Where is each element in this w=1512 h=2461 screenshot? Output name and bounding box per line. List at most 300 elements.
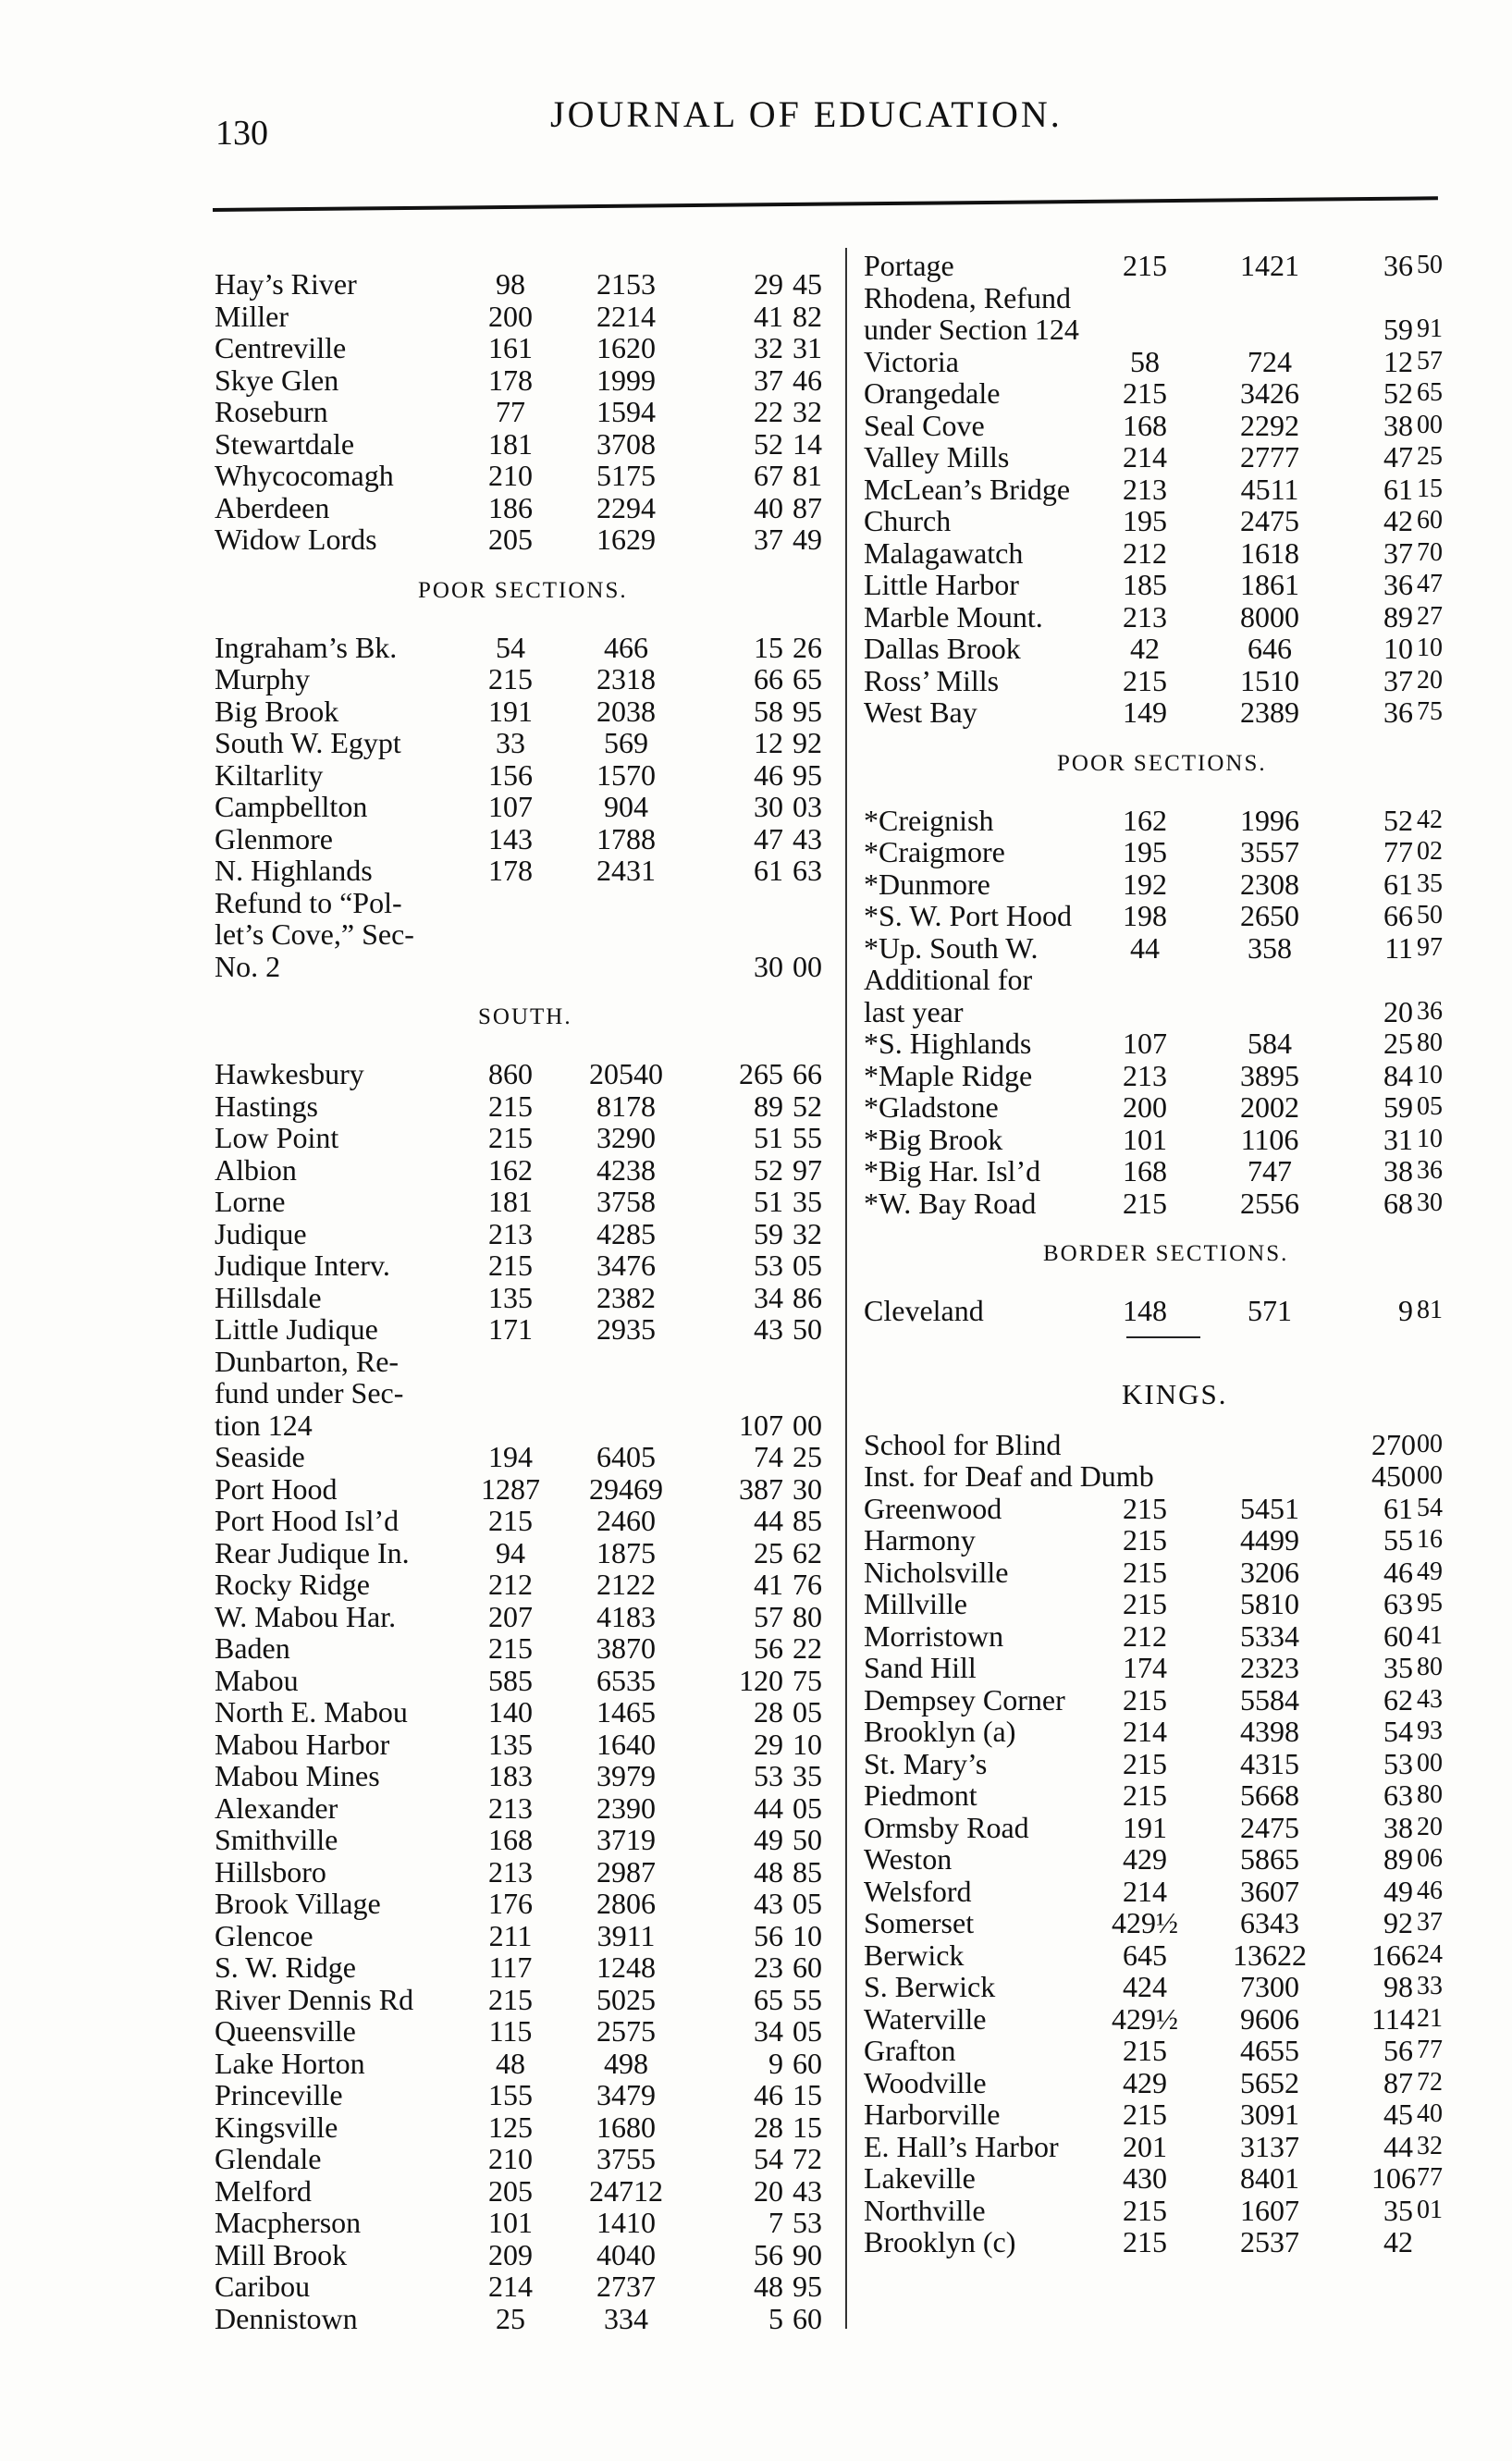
table-row (215, 1282, 843, 1314)
grant-dollars: 49 (754, 1823, 783, 1856)
attendance: 1465 (596, 1695, 656, 1729)
table-row (858, 2067, 1459, 2099)
attendance: 1788 (596, 821, 656, 855)
days-taught: 213 (1123, 599, 1167, 634)
grant-dollars: 36 (1383, 249, 1413, 282)
attendance: 1999 (596, 363, 656, 397)
attendance: 1629 (596, 523, 656, 556)
grant-cents: 05 (793, 2014, 822, 2048)
grant-dollars: 89 (754, 1089, 783, 1123)
grant-dollars: 107 (739, 1408, 783, 1442)
days-taught: 215 (488, 1089, 533, 1123)
days-taught: 149 (1123, 695, 1167, 729)
days-taught: 117 (488, 1950, 533, 1984)
grant-cents: 72 (793, 2142, 822, 2175)
school-name: McLean’s Bridge (864, 472, 1071, 506)
days-taught: 215 (1123, 1587, 1167, 1620)
days-taught: 200 (488, 299, 533, 333)
table-row (215, 1696, 843, 1729)
attendance: 2737 (596, 2270, 656, 2303)
grant-cents: 91 (1417, 314, 1443, 343)
grant-cents: 60 (793, 1950, 822, 1984)
grant-dollars: 61 (754, 854, 783, 887)
table-row (215, 396, 843, 428)
attendance: 3719 (596, 1823, 656, 1856)
grant-cents: 21 (1417, 2003, 1443, 2033)
attendance: 498 (604, 2046, 648, 2080)
days-taught: 143 (488, 821, 533, 855)
school-name: Aberdeen (215, 490, 330, 524)
attendance: 466 (604, 630, 648, 664)
grant-dollars: 106 (1371, 2161, 1416, 2195)
table-row (215, 268, 843, 301)
days-taught: 174 (1123, 1651, 1167, 1684)
days-taught: 195 (1123, 504, 1167, 537)
grant-cents: 43 (1417, 1684, 1443, 1714)
grant-dollars: 61 (1383, 472, 1413, 506)
attendance: 646 (1248, 632, 1292, 665)
days-taught: 215 (1123, 1523, 1167, 1557)
grant-dollars: 42 (1383, 2225, 1413, 2258)
grant-cents: 81 (793, 459, 822, 492)
school-name: Baden (215, 1631, 290, 1665)
attendance: 8000 (1240, 599, 1299, 634)
table-row (858, 569, 1459, 601)
days-taught: 176 (488, 1887, 533, 1920)
days-taught: 215 (1123, 1491, 1167, 1525)
school-name: tion 124 (215, 1408, 313, 1442)
grant-dollars: 15 (754, 630, 783, 664)
days-taught: 209 (488, 2237, 533, 2271)
days-taught: 424 (1123, 1970, 1167, 2003)
school-name: Additional for (864, 963, 1033, 996)
school-name: *Gladstone (864, 1090, 999, 1124)
table-row (858, 1684, 1459, 1717)
attendance: 1510 (1240, 663, 1299, 697)
school-name: Mabou Mines (215, 1759, 380, 1792)
grant-cents: 02 (1417, 837, 1443, 866)
school-name: Port Hood Isl’d (215, 1504, 400, 1537)
grant-cents: 90 (793, 2237, 822, 2271)
table-row (858, 377, 1459, 410)
grant-dollars: 67 (754, 459, 783, 492)
grant-cents: 77 (1417, 2036, 1443, 2064)
attendance: 2431 (596, 854, 656, 887)
attendance: 1607 (1240, 2193, 1299, 2227)
section-heading: POOR SECTIONS. (1057, 750, 1267, 776)
table-row (215, 1888, 843, 1920)
grant-cents: 35 (793, 1185, 822, 1218)
days-taught: 181 (488, 426, 533, 461)
school-name: Glenmore (215, 821, 333, 855)
table-row (215, 1920, 843, 1952)
grant-dollars: 22 (754, 395, 783, 428)
school-name: Judique Interv. (215, 1249, 390, 1282)
school-name: Woodville (864, 2065, 987, 2099)
attendance: 4655 (1240, 2034, 1299, 2067)
table-row (858, 1907, 1459, 1939)
table-row (858, 1187, 1459, 1220)
attendance: 3476 (596, 1249, 656, 1282)
table-row (215, 2175, 843, 2208)
table-row (858, 505, 1459, 537)
days-taught: 107 (488, 790, 533, 823)
school-name: Millville (864, 1587, 967, 1620)
attendance: 6535 (596, 1663, 656, 1697)
table-row (215, 2111, 843, 2144)
school-name: fund under Sec- (215, 1376, 404, 1409)
school-name: Lakeville (864, 2161, 976, 2195)
days-taught: 215 (1123, 2193, 1167, 2227)
days-taught: 135 (488, 1727, 533, 1761)
grant-cents: 05 (793, 1249, 822, 1282)
school-name: Dallas Brook (864, 632, 1021, 665)
table-row (858, 474, 1459, 506)
days-taught: 212 (488, 1568, 533, 1601)
school-name: Rocky Ridge (215, 1568, 370, 1601)
school-name: Church (864, 504, 952, 537)
table-row (858, 1779, 1459, 1812)
grant-dollars: 32 (754, 331, 783, 364)
grant-cents: 27 (1417, 601, 1443, 631)
table-row (215, 2048, 843, 2080)
attendance: 6405 (596, 1440, 656, 1473)
school-name: Hastings (215, 1089, 318, 1123)
grant-cents: 03 (793, 790, 822, 823)
attendance: 8401 (1240, 2161, 1299, 2195)
grant-cents: 76 (793, 1568, 822, 1601)
school-name: River Dennis Rd (215, 1982, 414, 2016)
table-row (858, 250, 1459, 282)
attendance: 1594 (596, 395, 656, 428)
table-row (215, 1984, 843, 2016)
days-taught: 205 (488, 523, 533, 556)
attendance: 3979 (596, 1759, 656, 1792)
poor-sections-heading (858, 729, 1459, 805)
days-taught: 101 (1123, 1122, 1167, 1156)
days-taught: 215 (1123, 2034, 1167, 2067)
grant-cents: 01 (1417, 2195, 1443, 2224)
table-row (858, 964, 1459, 996)
grant-dollars: 5 (768, 2301, 783, 2335)
grant-cents: 20 (1417, 1812, 1443, 1841)
days-taught: 42 (1130, 632, 1160, 665)
grant-dollars: 52 (754, 426, 783, 461)
grant-cents: 05 (793, 1887, 822, 1920)
attendance: 2987 (596, 1854, 656, 1889)
table-row (215, 2270, 843, 2303)
days-taught: 77 (496, 395, 525, 428)
grant-cents: 05 (793, 1695, 822, 1729)
school-name: Portage (864, 249, 954, 282)
table-row (858, 1652, 1459, 1684)
grant-cents: 46 (793, 363, 822, 397)
grant-cents: 87 (793, 490, 822, 524)
grant-dollars: 10 (1383, 632, 1413, 665)
table-row (858, 836, 1459, 868)
grant-dollars: 30 (754, 790, 783, 823)
grant-cents: 41 (1417, 1620, 1443, 1650)
table-row (858, 1557, 1459, 1589)
attendance: 2323 (1240, 1651, 1299, 1684)
attendance: 2935 (596, 1312, 656, 1346)
table-row (215, 1473, 843, 1506)
school-name: South W. Egypt (215, 726, 401, 759)
grant-dollars: 41 (754, 1568, 783, 1601)
school-name: Dennistown (215, 2301, 358, 2335)
table-row (858, 1971, 1459, 2003)
grant-dollars: 77 (1383, 835, 1413, 868)
table-row (215, 1441, 843, 1473)
grant-dollars: 387 (739, 1471, 783, 1506)
table-row (215, 301, 843, 333)
grant-cents: 53 (793, 2206, 822, 2239)
days-taught: 215 (1123, 663, 1167, 697)
table-row (858, 1155, 1459, 1187)
grant-dollars: 59 (1383, 313, 1413, 346)
table-row (215, 2303, 843, 2335)
page-number: 130 (215, 114, 268, 153)
grant-dollars: 46 (754, 2078, 783, 2111)
grant-cents: 10 (1417, 634, 1443, 662)
grant-cents: 95 (793, 694, 822, 728)
days-taught: 191 (1123, 1810, 1167, 1844)
attendance: 4315 (1240, 1746, 1299, 1780)
school-name: Brooklyn (a) (864, 1715, 1016, 1748)
attendance: 1570 (596, 757, 656, 792)
school-name: St. Mary’s (864, 1746, 988, 1780)
poor-sections-heading (215, 556, 843, 632)
table-row (215, 1601, 843, 1633)
days-taught: 58 (1130, 344, 1160, 378)
table-row (215, 1792, 843, 1825)
grant-cents: 92 (793, 726, 822, 759)
table-row (215, 632, 843, 664)
grant-dollars: 59 (754, 1216, 783, 1250)
attendance: 2214 (596, 299, 656, 333)
days-taught: 198 (1123, 899, 1167, 932)
grant-cents: 95 (1417, 1589, 1443, 1618)
left-column (215, 268, 843, 2334)
table-row (215, 1665, 843, 1697)
table-row (858, 2226, 1459, 2258)
attendance: 2806 (596, 1887, 656, 1920)
grant-dollars: 49 (1383, 1874, 1413, 1908)
table-row (215, 1760, 843, 1792)
school-name: *Dunmore (864, 867, 990, 901)
days-taught: 430 (1123, 2161, 1167, 2195)
grant-cents: 63 (793, 854, 822, 887)
table-row (858, 1812, 1459, 1844)
grant-cents: 80 (793, 1599, 822, 1633)
table-row (858, 346, 1459, 378)
table-row (858, 2098, 1459, 2131)
grant-dollars: 66 (1383, 899, 1413, 932)
grant-cents: 95 (793, 2270, 822, 2303)
table-row (858, 1091, 1459, 1124)
days-taught: 215 (488, 1121, 533, 1154)
grant-cents: 06 (1417, 1844, 1443, 1873)
table-row (215, 364, 843, 397)
days-taught: 168 (1123, 1154, 1167, 1187)
grant-dollars: 61 (1383, 1491, 1413, 1525)
table-row (215, 428, 843, 461)
table-row (858, 1027, 1459, 1060)
table-row (858, 1124, 1459, 1156)
grant-dollars: 40 (754, 490, 783, 524)
attendance: 29469 (589, 1471, 663, 1506)
section-heading: SOUTH. (478, 1004, 572, 1029)
table-row (215, 1090, 843, 1123)
days-taught: 214 (1123, 1715, 1167, 1748)
days-taught: 44 (1130, 930, 1160, 965)
attendance: 24712 (589, 2173, 663, 2208)
attendance: 2002 (1240, 1090, 1299, 1124)
grant-dollars: 23 (754, 1950, 783, 1984)
grant-dollars: 30 (754, 949, 783, 983)
days-taught: 185 (1123, 568, 1167, 601)
attendance: 2153 (596, 267, 656, 301)
journal-title: JOURNAL OF EDUCATION. (550, 93, 1063, 135)
attendance: 904 (604, 790, 648, 823)
table-row (858, 314, 1459, 346)
attendance: 4499 (1240, 1523, 1299, 1557)
grant-cents: 00 (1417, 410, 1443, 439)
attendance: 1618 (1240, 535, 1299, 570)
table-row (858, 805, 1459, 837)
days-taught: 115 (488, 2014, 533, 2048)
days-taught: 207 (488, 1599, 533, 1633)
days-taught: 214 (1123, 440, 1167, 474)
school-name: let’s Cove,” Sec- (215, 917, 414, 951)
grant-dollars: 29 (754, 1727, 783, 1761)
grant-cents: 82 (793, 299, 822, 333)
school-name: Centreville (215, 331, 347, 364)
school-name: Miller (215, 299, 289, 333)
table-row (858, 996, 1459, 1028)
grant-dollars: 38 (1383, 408, 1413, 442)
days-taught: 181 (488, 1185, 533, 1218)
table-row (215, 663, 843, 695)
days-taught: 194 (488, 1440, 533, 1473)
attendance: 2122 (596, 1568, 656, 1601)
table-row (858, 441, 1459, 474)
table-row (858, 1876, 1459, 1908)
table-row (858, 665, 1459, 697)
grant-dollars: 56 (754, 1918, 783, 1952)
grant-dollars: 56 (754, 2237, 783, 2271)
attendance: 2777 (1240, 440, 1299, 474)
attendance: 9606 (1240, 2001, 1299, 2036)
attendance: 3091 (1240, 2098, 1299, 2131)
grant-dollars: 28 (754, 2110, 783, 2144)
school-name: *S. W. Port Hood (864, 899, 1072, 932)
school-name: last year (864, 994, 964, 1028)
grant-cents: 22 (793, 1631, 822, 1665)
attendance: 1640 (596, 1727, 656, 1761)
school-name: Whycocomagh (215, 459, 394, 492)
days-taught: 429½ (1112, 2001, 1178, 2036)
days-taught: 54 (496, 630, 525, 664)
table-row (858, 1620, 1459, 1653)
attendance: 2294 (596, 490, 656, 524)
grant-cents: 46 (1417, 1876, 1443, 1905)
table-row (858, 932, 1459, 965)
days-taught: 135 (488, 1280, 533, 1314)
school-name: Brook Village (215, 1887, 381, 1920)
grant-dollars: 45 (1383, 2098, 1413, 2131)
table-row (215, 1313, 843, 1346)
school-name: Macpherson (215, 2206, 362, 2239)
attendance: 2308 (1240, 867, 1299, 901)
grant-cents: 20 (1417, 665, 1443, 695)
school-name: Weston (864, 1842, 953, 1876)
grant-dollars: 53 (754, 1249, 783, 1282)
grant-dollars: 37 (1383, 535, 1413, 570)
school-name: Sand Hill (864, 1651, 977, 1684)
school-name: Seaside (215, 1440, 305, 1473)
attendance: 1421 (1240, 249, 1299, 282)
attendance: 2382 (596, 1280, 656, 1314)
grant-dollars: 36 (1383, 695, 1413, 729)
attendance: 4238 (596, 1152, 656, 1187)
grant-cents: 10 (793, 1727, 822, 1761)
days-taught: 215 (1123, 1778, 1167, 1812)
grant-cents: 60 (793, 2046, 822, 2080)
table-row (215, 1218, 843, 1250)
attendance: 1248 (596, 1950, 656, 1984)
grant-dollars: 7 (768, 2206, 783, 2239)
days-taught: 148 (1123, 1294, 1167, 1327)
days-taught: 161 (488, 331, 533, 364)
school-name: Hay’s River (215, 267, 357, 301)
grant-dollars: 35 (1383, 1651, 1413, 1684)
grant-dollars: 84 (1383, 1058, 1413, 1092)
grant-cents: 00 (793, 1408, 822, 1442)
school-name: Nicholsville (864, 1555, 1009, 1589)
days-taught: 215 (488, 1249, 533, 1282)
grant-dollars: 37 (754, 363, 783, 397)
table-row (215, 1951, 843, 1984)
grant-dollars: 9 (768, 2046, 783, 2080)
attendance: 3206 (1240, 1555, 1299, 1589)
grant-dollars: 56 (1383, 2034, 1413, 2067)
table-row (215, 791, 843, 823)
grant-dollars: 52 (1383, 376, 1413, 410)
attendance: 5175 (596, 459, 656, 492)
grant-dollars: 46 (754, 757, 783, 792)
table-row (215, 1122, 843, 1154)
school-name: Orangedale (864, 376, 1001, 410)
section-heading: BORDER SECTIONS. (1043, 1241, 1289, 1266)
grant-dollars: 270 (1371, 1427, 1416, 1461)
grant-dollars: 54 (754, 2142, 783, 2175)
column-divider (845, 248, 847, 2329)
days-taught: 168 (488, 1823, 533, 1856)
attendance: 747 (1248, 1154, 1292, 1187)
grant-dollars: 59 (1383, 1090, 1413, 1124)
grant-dollars: 56 (754, 1631, 783, 1665)
days-taught: 215 (1123, 2098, 1167, 2131)
grant-cents: 30 (1417, 1187, 1443, 1217)
days-taught: 429 (1123, 2065, 1167, 2099)
table-row (215, 2143, 843, 2175)
table-row (215, 1377, 843, 1409)
grant-dollars: 36 (1383, 568, 1413, 601)
grant-cents: 85 (793, 1854, 822, 1889)
school-name: Lake Horton (215, 2046, 365, 2080)
attendance: 4511 (1240, 472, 1299, 506)
